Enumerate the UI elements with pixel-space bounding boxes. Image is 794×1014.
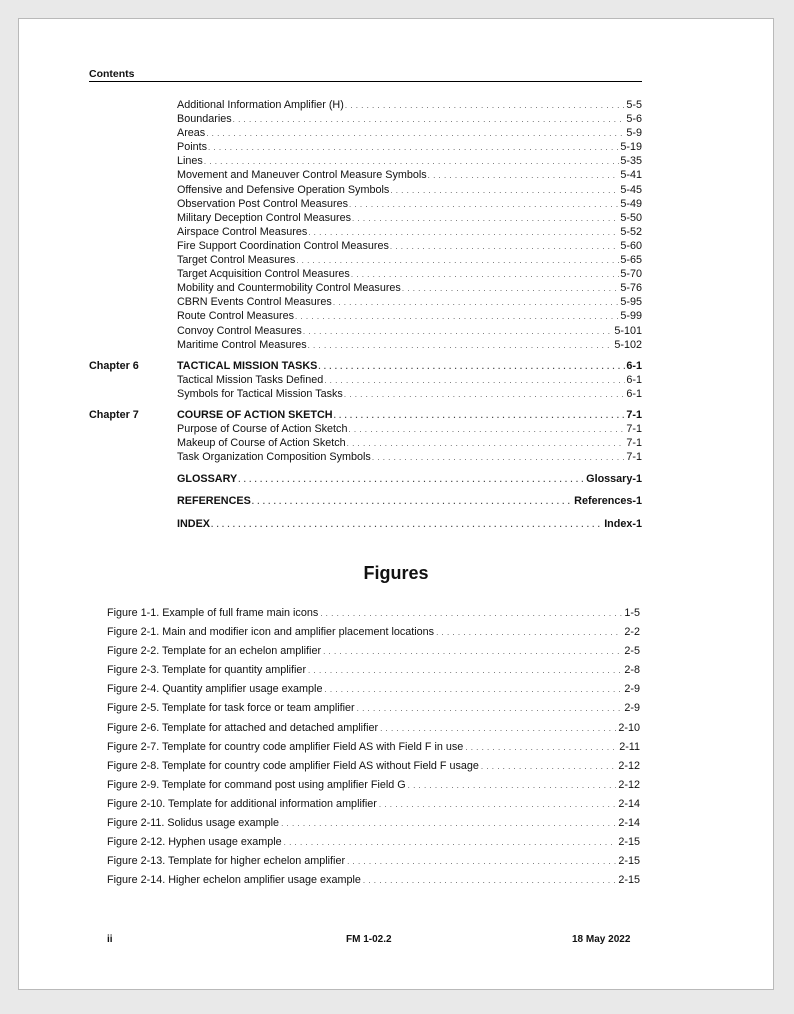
toc-entry[interactable] bbox=[89, 281, 642, 295]
figure-title: Figure 2-4. Quantity amplifier usage example bbox=[107, 683, 323, 696]
leader-dots bbox=[372, 451, 626, 465]
toc-entry-page: 6-1 bbox=[626, 387, 642, 400]
leader-dots bbox=[347, 437, 626, 451]
figure-page: 2-14 bbox=[618, 797, 640, 810]
toc-entry-page: 5-70 bbox=[620, 268, 642, 281]
toc-entry-title: Makeup of Course of Action Sketch bbox=[177, 437, 346, 450]
toc-entry[interactable] bbox=[89, 373, 642, 387]
toc-entry-page: 5-76 bbox=[620, 282, 642, 295]
leader-dots bbox=[238, 473, 585, 487]
chapter-page: 6-1 bbox=[626, 359, 642, 372]
toc-entry[interactable] bbox=[89, 267, 642, 281]
leader-dots bbox=[357, 699, 623, 718]
toc-entry-page: 5-35 bbox=[620, 155, 642, 168]
figure-entry[interactable] bbox=[107, 604, 640, 623]
toc-entry-page: 7-1 bbox=[626, 451, 642, 464]
toc-entry[interactable] bbox=[89, 211, 642, 225]
toc-entry[interactable] bbox=[89, 324, 642, 338]
leader-dots bbox=[324, 374, 625, 388]
leader-dots bbox=[284, 833, 617, 852]
leader-dots bbox=[347, 852, 616, 871]
leader-dots bbox=[363, 871, 617, 890]
figure-title: Figure 2-8. Template for country code amplifier Field AS without Field F usage bbox=[107, 759, 479, 772]
glossary-title: GLOSSARY bbox=[177, 473, 238, 486]
leader-dots bbox=[308, 339, 614, 353]
toc-entry-title: Task Organization Composition Symbols bbox=[177, 451, 371, 464]
toc-entry-title: Areas bbox=[177, 127, 206, 140]
toc-entry[interactable] bbox=[89, 126, 642, 140]
list-of-figures bbox=[107, 604, 640, 890]
running-header: Contents bbox=[89, 68, 642, 82]
toc-entry-title: Symbols for Tactical Mission Tasks bbox=[177, 387, 343, 400]
toc-entry-page: 5-49 bbox=[620, 197, 642, 210]
figure-entry[interactable] bbox=[107, 795, 640, 814]
toc-entry-title: Target Control Measures bbox=[177, 254, 296, 267]
leader-dots bbox=[408, 776, 617, 795]
toc-entry[interactable] bbox=[89, 295, 642, 309]
leader-dots bbox=[349, 198, 619, 212]
toc-entry-title: Fire Support Coordination Control Measures bbox=[177, 239, 389, 252]
toc-entry-title: Mobility and Countermobility Control Measures bbox=[177, 282, 401, 295]
chapter-title: COURSE OF ACTION SKETCH bbox=[177, 408, 333, 421]
toc-entry-title: Additional Information Amplifier (H) bbox=[177, 99, 344, 111]
figure-entry[interactable] bbox=[107, 719, 640, 738]
figure-page: 2-11 bbox=[619, 740, 640, 753]
toc-entry-title: Boundaries bbox=[177, 113, 232, 126]
leader-dots bbox=[344, 388, 626, 402]
index-title: INDEX bbox=[177, 517, 210, 530]
leader-dots bbox=[352, 212, 619, 226]
chapter-title: TACTICAL MISSION TASKS bbox=[177, 359, 318, 372]
figure-page: 2-9 bbox=[624, 683, 640, 696]
toc-entry-title: Tactical Mission Tasks Defined bbox=[177, 373, 324, 386]
toc-entry[interactable] bbox=[89, 183, 642, 197]
toc-entry[interactable] bbox=[89, 140, 642, 154]
figure-page: 2-10 bbox=[618, 721, 640, 734]
toc-entry-page: 5-99 bbox=[620, 310, 642, 323]
toc-entry-page: 5-101 bbox=[614, 324, 642, 337]
figures-heading: Figures bbox=[363, 563, 429, 583]
toc-entry-page: 5-102 bbox=[614, 338, 642, 351]
figure-title: Figure 2-7. Template for country code amplifier Field AS with Field F in use bbox=[107, 740, 464, 753]
toc-entry-title: Target Acquisition Control Measures bbox=[177, 268, 350, 281]
figure-entry[interactable] bbox=[107, 642, 640, 661]
toc-entry-page: 7-1 bbox=[626, 437, 642, 450]
leader-dots bbox=[402, 282, 620, 296]
figure-page: 2-15 bbox=[618, 874, 640, 887]
toc-entry-title: Observation Post Control Measures bbox=[177, 197, 349, 210]
leader-dots bbox=[233, 113, 626, 127]
figure-page: 1-5 bbox=[624, 607, 640, 619]
toc-entry-page: 5-6 bbox=[626, 113, 642, 126]
toc-entry-title: Purpose of Course of Action Sketch bbox=[177, 423, 348, 436]
figure-page: 2-12 bbox=[618, 778, 640, 791]
toc-entry-title: Route Control Measures bbox=[177, 310, 295, 323]
toc-entry[interactable] bbox=[89, 387, 642, 401]
toc-entry[interactable] bbox=[89, 112, 642, 126]
leader-dots bbox=[296, 254, 619, 268]
toc-entry-page: 5-52 bbox=[620, 225, 642, 238]
toc-entry-title: Lines bbox=[177, 155, 203, 168]
figure-page: 2-2 bbox=[624, 626, 640, 639]
toc-entry-page: 5-50 bbox=[620, 211, 642, 224]
figure-page: 2-5 bbox=[624, 645, 640, 658]
chapter-page: 7-1 bbox=[626, 408, 642, 421]
figure-entry[interactable] bbox=[107, 871, 640, 890]
leader-dots bbox=[436, 623, 622, 642]
toc-glossary[interactable] bbox=[89, 472, 642, 486]
toc-entry-page: 6-1 bbox=[626, 373, 642, 386]
figure-title: Figure 2-13. Template for higher echelon amplifier bbox=[107, 855, 346, 868]
leader-dots bbox=[308, 661, 622, 680]
footer-page-number: ii bbox=[107, 934, 113, 945]
figure-entry[interactable] bbox=[107, 852, 640, 871]
leader-dots bbox=[318, 360, 625, 374]
toc-entry-page: 5-9 bbox=[626, 127, 642, 140]
toc-entry-page: 5-45 bbox=[620, 183, 642, 196]
figure-page: 2-14 bbox=[618, 817, 640, 830]
toc-entry[interactable] bbox=[89, 154, 642, 168]
figure-title: Figure 2-10. Template for additional information amplifier bbox=[107, 797, 377, 810]
toc-entry-page: 5-41 bbox=[620, 169, 642, 182]
figure-page: 2-12 bbox=[618, 759, 640, 772]
leader-dots bbox=[324, 680, 622, 699]
leader-dots bbox=[208, 141, 619, 155]
toc-entry[interactable] bbox=[89, 98, 642, 112]
figure-title: Figure 2-1. Main and modifier icon and amplifier placement locations bbox=[107, 626, 435, 639]
toc-entry[interactable] bbox=[89, 338, 642, 352]
figure-entry[interactable] bbox=[107, 699, 640, 718]
toc-entry-title: Offensive and Defensive Operation Symbols bbox=[177, 183, 390, 196]
figure-title: Figure 2-14. Higher echelon amplifier usage example bbox=[107, 874, 361, 887]
leader-dots bbox=[390, 184, 619, 198]
leader-dots bbox=[295, 310, 619, 324]
leader-dots bbox=[211, 518, 603, 532]
toc-entry-title: Points bbox=[177, 141, 208, 154]
leader-dots bbox=[428, 169, 620, 183]
leader-dots bbox=[390, 240, 620, 254]
leader-dots bbox=[380, 719, 616, 738]
leader-dots bbox=[334, 409, 626, 423]
leader-dots bbox=[204, 155, 620, 169]
figure-title: Figure 2-9. Template for command post using amplifier Field G bbox=[107, 778, 406, 791]
table-of-contents bbox=[89, 98, 642, 531]
leader-dots bbox=[465, 738, 617, 757]
figure-entry[interactable] bbox=[107, 623, 640, 642]
toc-entry-title: Maritime Control Measures bbox=[177, 338, 307, 351]
figure-entry[interactable] bbox=[107, 680, 640, 699]
index-page: Index-1 bbox=[604, 517, 642, 530]
toc-entry-page: 5-65 bbox=[620, 254, 642, 267]
figure-entry[interactable] bbox=[107, 738, 640, 757]
figure-page: 2-15 bbox=[618, 855, 640, 868]
toc-entry[interactable] bbox=[89, 422, 642, 436]
footer-doc-id: FM 1-02.2 bbox=[346, 934, 392, 945]
leader-dots bbox=[206, 127, 625, 141]
toc-entry[interactable] bbox=[89, 197, 642, 211]
toc-entry-title: Military Deception Control Measures bbox=[177, 211, 352, 224]
figure-title: Figure 2-11. Solidus usage example bbox=[107, 817, 280, 830]
toc-chapter-7[interactable] bbox=[89, 408, 642, 422]
toc-index[interactable] bbox=[89, 517, 642, 531]
leader-dots bbox=[348, 423, 625, 437]
figure-title: Figure 2-12. Hyphen usage example bbox=[107, 836, 282, 849]
toc-entry[interactable] bbox=[89, 309, 642, 323]
leader-dots bbox=[281, 814, 616, 833]
leader-dots bbox=[481, 757, 617, 776]
glossary-page: Glossary-1 bbox=[586, 473, 642, 486]
figure-entry[interactable] bbox=[107, 661, 640, 680]
leader-dots bbox=[351, 268, 620, 282]
figure-entry[interactable] bbox=[107, 757, 640, 776]
figure-entry[interactable] bbox=[107, 776, 640, 795]
leader-dots bbox=[308, 226, 619, 240]
figure-title: Figure 2-5. Template for task force or team amplifier bbox=[107, 702, 355, 715]
toc-entry-page: 5-60 bbox=[620, 239, 642, 252]
figure-page: 2-9 bbox=[624, 702, 640, 715]
figure-title: Figure 2-3. Template for quantity amplifier bbox=[107, 664, 307, 677]
toc-entry[interactable] bbox=[89, 436, 642, 450]
leader-dots bbox=[303, 325, 614, 339]
figure-page: 2-15 bbox=[618, 836, 640, 849]
leader-dots bbox=[320, 604, 622, 623]
toc-entry[interactable] bbox=[89, 225, 642, 239]
toc-entry[interactable] bbox=[89, 450, 642, 464]
toc-entry-page: 5-95 bbox=[620, 296, 642, 309]
leader-dots bbox=[333, 296, 620, 310]
toc-entry[interactable] bbox=[89, 168, 642, 182]
toc-entry[interactable] bbox=[89, 253, 642, 267]
leader-dots bbox=[345, 99, 626, 113]
figure-page: 2-8 bbox=[624, 664, 640, 677]
figure-entry[interactable] bbox=[107, 814, 640, 833]
references-title: REFERENCES bbox=[177, 495, 251, 508]
figure-title: Figure 1-1. Example of full frame main icons bbox=[107, 607, 319, 619]
toc-entry-page: 7-1 bbox=[626, 423, 642, 436]
leader-dots bbox=[252, 495, 573, 509]
leader-dots bbox=[323, 642, 622, 661]
figure-entry[interactable] bbox=[107, 833, 640, 852]
toc-chapter-6[interactable] bbox=[89, 359, 642, 373]
toc-entry[interactable] bbox=[89, 239, 642, 253]
leader-dots bbox=[379, 795, 617, 814]
toc-entry-page: 5-19 bbox=[620, 141, 642, 154]
toc-references[interactable] bbox=[89, 494, 642, 508]
toc-entry-page: 5-5 bbox=[626, 99, 642, 111]
footer-date: 18 May 2022 bbox=[572, 934, 631, 945]
chapter-label: Chapter 7 bbox=[89, 408, 139, 421]
figure-title: Figure 2-6. Template for attached and detached amplifier bbox=[107, 721, 379, 734]
toc-entry-title: CBRN Events Control Measures bbox=[177, 296, 332, 309]
figure-title: Figure 2-2. Template for an echelon amplifier bbox=[107, 645, 322, 658]
toc-entry-title: Convoy Control Measures bbox=[177, 324, 302, 337]
chapter-label: Chapter 6 bbox=[89, 359, 139, 372]
references-page: References-1 bbox=[574, 495, 642, 508]
toc-entry-title: Movement and Maneuver Control Measure Symbols bbox=[177, 169, 427, 182]
toc-entry-title: Airspace Control Measures bbox=[177, 225, 308, 238]
